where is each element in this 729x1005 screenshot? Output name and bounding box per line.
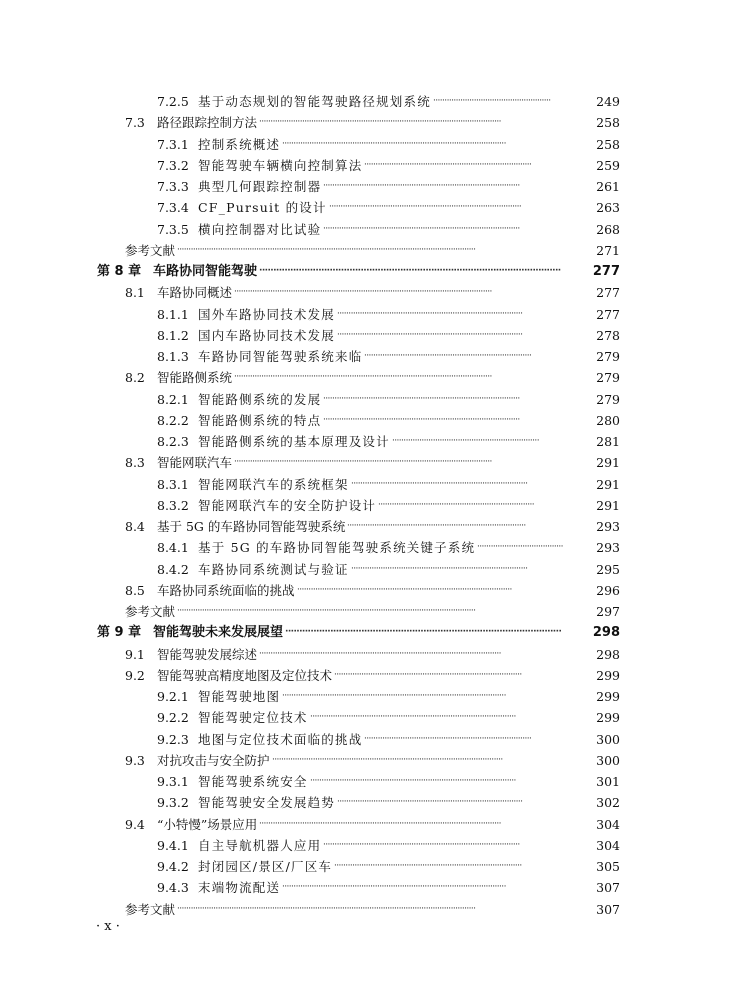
toc-entry-number: 8.3.2 bbox=[157, 497, 189, 513]
toc-entry-number: 8.4.1 bbox=[157, 540, 189, 556]
dot-leader: ··········································································································· bbox=[259, 818, 501, 829]
toc-entry-title: 参考文献 bbox=[125, 242, 176, 258]
toc-entry-page: 279 bbox=[596, 370, 620, 386]
toc-entry-number: 8.2.1 bbox=[157, 391, 189, 407]
toc-entry-sec[interactable] bbox=[0, 750, 729, 771]
toc-entry-page: 307 bbox=[596, 880, 620, 896]
toc-entry-title: 控制系统概述 bbox=[198, 136, 281, 152]
toc-entry-sub[interactable] bbox=[0, 729, 729, 750]
toc-entry-page: 297 bbox=[596, 604, 620, 619]
toc-entry-sub[interactable] bbox=[0, 495, 729, 516]
toc-entry-title: 智能驾驶高精度地图及定位技术 bbox=[157, 667, 333, 683]
toc-entry-page: 296 bbox=[596, 582, 620, 598]
toc-entry-number: 9.1 bbox=[125, 646, 145, 662]
toc-entry-title: 智能驾驶安全发展趋势 bbox=[198, 795, 336, 811]
toc-entry-sub[interactable] bbox=[0, 346, 729, 367]
toc-entry-title: 智能路侧系统的基本原理及设计 bbox=[198, 434, 390, 449]
dot-leader: ···································································································································· bbox=[177, 606, 476, 616]
toc-entry-page: 259 bbox=[596, 157, 620, 173]
toc-entry-title: 自主导航机器人应用 bbox=[198, 837, 322, 853]
toc-entry-sub[interactable] bbox=[0, 325, 729, 346]
toc-entry-sub[interactable] bbox=[0, 410, 729, 431]
toc-entry-page: 298 bbox=[592, 625, 620, 641]
toc-entry-page: 278 bbox=[596, 327, 620, 343]
toc-entry-number: 7.3.2 bbox=[157, 157, 189, 173]
toc-entry-number: 8.3 bbox=[125, 455, 145, 471]
toc-entry-page: 301 bbox=[596, 774, 620, 789]
dot-leader: ·················································································································· bbox=[234, 287, 492, 298]
toc-entry-page: 277 bbox=[592, 264, 620, 279]
dot-leader: ··········································································································· bbox=[259, 266, 561, 276]
toc-entry-number: 9.2.2 bbox=[157, 710, 189, 726]
toc-entry-page: 258 bbox=[596, 136, 620, 152]
toc-entry-number: 7.3.5 bbox=[157, 221, 189, 237]
toc-entry-title: 智能网联汽车 bbox=[157, 455, 233, 471]
toc-entry-sec[interactable] bbox=[0, 282, 729, 303]
toc-entry-sec[interactable] bbox=[0, 814, 729, 835]
toc-entry-title: 横向控制器对比试验 bbox=[198, 221, 322, 237]
toc-entry-page: 279 bbox=[596, 391, 620, 407]
toc-entry-number: 7.3.3 bbox=[157, 179, 189, 194]
toc-entry-number: 第 9 章 bbox=[97, 625, 142, 641]
toc-entry-title: 智能网联汽车的安全防护设计 bbox=[198, 497, 377, 513]
toc-entry-page: 302 bbox=[596, 795, 620, 811]
toc-entry-chapter[interactable] bbox=[0, 622, 729, 643]
toc-entry-title: 智能驾驶车辆横向控制算法 bbox=[198, 157, 363, 173]
dot-leader: ·········································································· bbox=[364, 159, 532, 170]
dot-leader: ······················································································· bbox=[323, 393, 520, 404]
toc-entry-title: 路径跟踪控制方法 bbox=[157, 115, 258, 131]
dot-leader: ······················································································· bbox=[323, 223, 520, 234]
toc-entry-sub[interactable] bbox=[0, 389, 729, 410]
page-number: · x · bbox=[96, 919, 120, 934]
toc-entry-sub[interactable] bbox=[0, 219, 729, 240]
toc-entry-title: 智能路侧系统 bbox=[157, 370, 233, 386]
toc-entry-number: 8.1.2 bbox=[157, 327, 189, 343]
dot-leader: ·················································································································· bbox=[234, 457, 492, 468]
dot-leader: ································································· bbox=[392, 436, 539, 446]
dot-leader: ····································································· bbox=[378, 499, 534, 510]
toc-entry-sub[interactable] bbox=[0, 304, 729, 325]
toc-entry-page: 279 bbox=[596, 349, 620, 364]
dot-leader: ·················································································· bbox=[337, 308, 523, 319]
toc-entry-title: 车路协同系统面临的挑战 bbox=[157, 582, 295, 598]
toc-entry-number: 8.5 bbox=[125, 582, 145, 598]
toc-entry-title: 基于动态规划的智能驾驶路径规划系统 bbox=[198, 94, 431, 109]
toc-entry-number: 9.4.3 bbox=[157, 880, 189, 896]
toc-entry-sub[interactable] bbox=[0, 856, 729, 877]
toc-entry-title: 智能驾驶系统安全 bbox=[198, 774, 308, 789]
toc-entry-title: 地图与定位技术面临的挑战 bbox=[198, 731, 363, 747]
toc-entry-title: 智能路侧系统的发展 bbox=[198, 391, 322, 407]
toc-entry-number: 9.4.1 bbox=[157, 837, 189, 853]
toc-entry-number: 9.4.2 bbox=[157, 859, 189, 874]
toc-entry-ref[interactable] bbox=[0, 899, 729, 920]
dot-leader: ····················································································· bbox=[329, 202, 522, 213]
dot-leader: ·················································································································· bbox=[234, 372, 492, 383]
toc-entry-ref[interactable] bbox=[0, 240, 729, 261]
toc-entry-sec[interactable] bbox=[0, 452, 729, 473]
toc-entry-page: 300 bbox=[596, 752, 620, 768]
toc-entry-page: 291 bbox=[596, 497, 620, 513]
toc-entry-title: 末端物流配送 bbox=[198, 880, 281, 896]
toc-entry-page: 291 bbox=[596, 476, 620, 492]
toc-entry-sub[interactable] bbox=[0, 155, 729, 176]
dot-leader: ··············································································· bbox=[347, 521, 526, 531]
toc-entry-number: 8.2.3 bbox=[157, 434, 189, 449]
toc-entry-page: 293 bbox=[596, 540, 620, 556]
toc-entry-title: 车路协同系统测试与验证 bbox=[198, 561, 349, 577]
toc-entry-title: 国内车路协同技术发展 bbox=[198, 327, 336, 343]
toc-entry-sub[interactable] bbox=[0, 134, 729, 155]
toc-entry-title: 车路协同概述 bbox=[157, 285, 233, 301]
toc-entry-sub[interactable] bbox=[0, 559, 729, 580]
toc-entry-number: 7.3.4 bbox=[157, 200, 189, 216]
toc-entry-sub[interactable] bbox=[0, 771, 729, 792]
dot-leader: ··································································································· bbox=[282, 882, 506, 893]
toc-entry-sub[interactable] bbox=[0, 91, 729, 112]
toc-entry-chapter[interactable] bbox=[0, 261, 729, 282]
toc-entry-sec[interactable] bbox=[0, 580, 729, 601]
toc-entry-number: 第 8 章 bbox=[97, 264, 142, 279]
dot-leader: ······································ bbox=[477, 542, 563, 553]
toc-entry-number: 8.4 bbox=[125, 519, 145, 534]
toc-entry-title: 参考文献 bbox=[125, 604, 176, 619]
toc-entry-title: 封闭园区/景区/厂区车 bbox=[198, 859, 333, 874]
dot-leader: ··································································································· bbox=[282, 138, 506, 149]
toc-entry-page: 271 bbox=[596, 242, 620, 258]
toc-entry-sub[interactable] bbox=[0, 835, 729, 856]
toc-entry-sub[interactable] bbox=[0, 707, 729, 728]
toc-entry-page: 299 bbox=[596, 689, 620, 704]
toc-entry-page: 304 bbox=[596, 816, 620, 832]
dot-leader: ······························································································· bbox=[297, 584, 512, 595]
dot-leader: ··················································································· bbox=[334, 861, 522, 871]
toc-entry-number: 9.2.3 bbox=[157, 731, 189, 747]
toc-entry-page: 298 bbox=[596, 646, 620, 662]
dot-leader: ···················································· bbox=[433, 96, 551, 106]
dot-leader: ·············································································· bbox=[351, 563, 528, 574]
dot-leader: ···································································································································· bbox=[177, 903, 476, 914]
dot-leader: ·········································································· bbox=[364, 351, 532, 361]
toc-entry-title: “小特慢”场景应用 bbox=[157, 816, 258, 832]
toc-entry-page: 293 bbox=[596, 519, 620, 534]
dot-leader: ·················································································· bbox=[337, 797, 523, 808]
toc-entry-number: 8.3.1 bbox=[157, 476, 189, 492]
toc-entry-title: 国外车路协同技术发展 bbox=[198, 306, 336, 322]
toc-entry-title: 智能驾驶发展综述 bbox=[157, 646, 258, 662]
toc-entry-title: 基于 5G 的车路协同智能驾驶系统关键子系统 bbox=[198, 540, 476, 556]
toc-entry-sec[interactable] bbox=[0, 516, 729, 537]
toc-entry-title: 智能驾驶定位技术 bbox=[198, 710, 308, 726]
toc-entry-title: 参考文献 bbox=[125, 901, 176, 917]
toc-entry-sec[interactable] bbox=[0, 367, 729, 388]
dot-leader: ······················································································· bbox=[323, 839, 520, 850]
toc-entry-title: 智能路侧系统的特点 bbox=[198, 412, 322, 428]
toc-entry-number: 9.3.1 bbox=[157, 774, 189, 789]
toc-entry-number: 7.3.1 bbox=[157, 136, 189, 152]
dot-leader: ·································································································· bbox=[285, 627, 562, 638]
toc-entry-title: 对抗攻击与安全防护 bbox=[157, 752, 270, 768]
toc-entry-ref[interactable] bbox=[0, 601, 729, 622]
dot-leader: ·············································································· bbox=[351, 478, 528, 489]
toc-entry-number: 8.1 bbox=[125, 285, 145, 301]
toc-entry-number: 9.2.1 bbox=[157, 689, 189, 704]
toc-entry-page: 277 bbox=[596, 306, 620, 322]
dot-leader: ······················································································· bbox=[323, 414, 520, 425]
toc-entry-page: 307 bbox=[596, 901, 620, 917]
toc-entry-page: 299 bbox=[596, 667, 620, 683]
toc-entry-number: 8.2 bbox=[125, 370, 145, 386]
toc-entry-number: 8.2.2 bbox=[157, 412, 189, 428]
dot-leader: ······················································································· bbox=[323, 181, 520, 191]
toc-entry-page: 304 bbox=[596, 837, 620, 853]
toc-entry-page: 305 bbox=[596, 859, 620, 874]
toc-entry-page: 280 bbox=[596, 412, 620, 428]
toc-entry-title: 智能驾驶未来发展展望 bbox=[153, 625, 284, 641]
toc-entry-number: 7.3 bbox=[125, 115, 145, 131]
toc-entry-sub[interactable] bbox=[0, 792, 729, 813]
toc-entry-title: 典型几何跟踪控制器 bbox=[198, 179, 322, 194]
toc-entry-page: 291 bbox=[596, 455, 620, 471]
toc-entry-page: 263 bbox=[596, 200, 620, 216]
dot-leader: ··················································································· bbox=[334, 669, 522, 680]
toc-entry-sec[interactable] bbox=[0, 644, 729, 665]
dot-leader: ··································································································· bbox=[282, 691, 506, 701]
toc-entry-title: 智能驾驶地图 bbox=[198, 689, 281, 704]
toc-entry-sec[interactable] bbox=[0, 665, 729, 686]
toc-entry-number: 9.3.2 bbox=[157, 795, 189, 811]
toc-entry-number: 8.1.1 bbox=[157, 306, 189, 322]
toc-entry-sec[interactable] bbox=[0, 112, 729, 133]
toc-entry-title: 智能网联汽车的系统框架 bbox=[198, 476, 349, 492]
toc-entry-page: 268 bbox=[596, 221, 620, 237]
dot-leader: ···································································································································· bbox=[177, 244, 476, 255]
toc-entry-sub[interactable] bbox=[0, 877, 729, 898]
toc-entry-number: 8.4.2 bbox=[157, 561, 189, 577]
dot-leader: ·················································································· bbox=[337, 329, 523, 340]
toc-entry-page: 295 bbox=[596, 561, 620, 577]
dot-leader: ··························································································· bbox=[310, 712, 516, 723]
toc-entry-page: 258 bbox=[596, 115, 620, 131]
toc-entry-number: 8.1.3 bbox=[157, 349, 189, 364]
toc-entry-title: 车路协同智能驾驶系统来临 bbox=[198, 349, 363, 364]
toc-entry-number: 7.2.5 bbox=[157, 94, 189, 109]
toc-entry-title: CF_Pursuit 的设计 bbox=[198, 200, 327, 216]
toc-entry-title: 车路协同智能驾驶 bbox=[153, 264, 258, 279]
dot-leader: ··········································································································· bbox=[259, 648, 501, 659]
toc-entry-sub[interactable] bbox=[0, 176, 729, 197]
toc-entry-page: 277 bbox=[596, 285, 620, 301]
toc-entry-number: 9.2 bbox=[125, 667, 145, 683]
toc-entry-page: 261 bbox=[596, 179, 620, 194]
toc-entry-sub[interactable] bbox=[0, 686, 729, 707]
toc-entry-number: 9.3 bbox=[125, 752, 145, 768]
toc-entry-sub[interactable] bbox=[0, 431, 729, 452]
toc-entry-number: 9.4 bbox=[125, 816, 145, 832]
dot-leader: ·········································································· bbox=[364, 733, 532, 744]
dot-leader: ······································································································ bbox=[272, 754, 503, 765]
toc-entry-page: 299 bbox=[596, 710, 620, 726]
toc-entry-page: 281 bbox=[596, 434, 620, 449]
toc-entry-page: 300 bbox=[596, 731, 620, 747]
dot-leader: ··························································································· bbox=[310, 776, 516, 786]
toc-entry-sub[interactable] bbox=[0, 474, 729, 495]
toc-entry-page: 249 bbox=[596, 94, 620, 109]
toc-entry-sub[interactable] bbox=[0, 197, 729, 218]
toc-entry-sub[interactable] bbox=[0, 537, 729, 558]
dot-leader: ··········································································································· bbox=[259, 117, 501, 128]
toc-entry-title: 基于 5G 的车路协同智能驾驶系统 bbox=[157, 519, 346, 534]
